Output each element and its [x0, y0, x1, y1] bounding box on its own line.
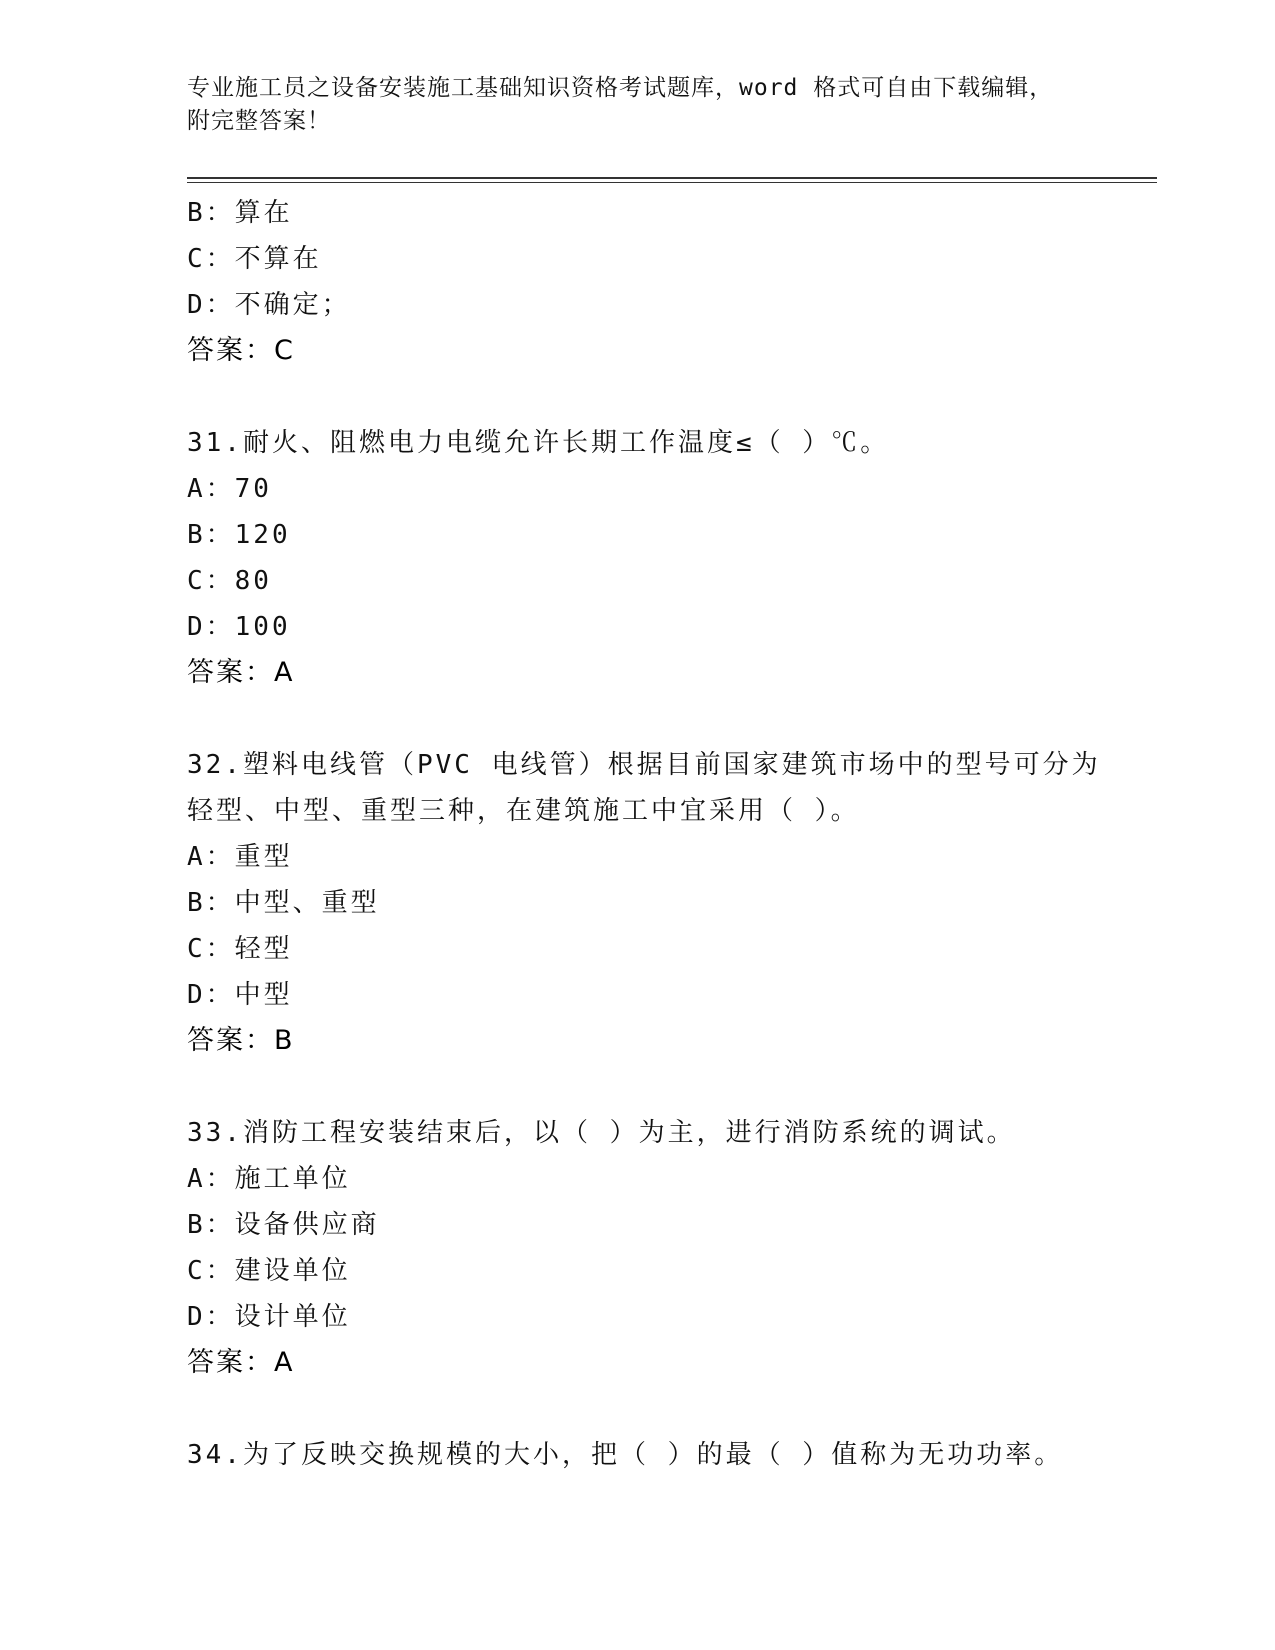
option-c: C：80 — [187, 566, 272, 596]
answer-value: C — [274, 335, 295, 366]
document-header — [187, 72, 1087, 138]
header-line-1: 专业施工员之设备安装施工基础知识资格考试题库，word 格式可自由下载编辑， — [187, 75, 1054, 101]
question-stem: 33.消防工程安装结束后，以（ ）为主，进行消防系统的调试。 — [187, 1118, 1016, 1148]
answer-line — [187, 1018, 1087, 1064]
question-list — [187, 190, 1101, 1478]
answer-label: 答案： — [187, 1025, 274, 1056]
option-c: C：轻型 — [187, 934, 293, 964]
question-30-continued — [187, 190, 1087, 374]
spacer — [187, 1064, 1087, 1110]
answer-value: A — [274, 657, 295, 688]
header-line-2: 附完整答案！ — [187, 108, 331, 134]
spacer — [187, 374, 1087, 420]
option-b: B：设备供应商 — [187, 1210, 380, 1240]
option-a: A：重型 — [187, 842, 293, 872]
answer-label: 答案： — [187, 335, 274, 366]
question-31 — [187, 420, 1087, 696]
header-divider — [187, 177, 1157, 183]
option-b: B：中型、重型 — [187, 888, 380, 918]
option-d: D：中型 — [187, 980, 293, 1010]
answer-line — [187, 328, 1087, 374]
answer-line — [187, 650, 1087, 696]
question-32 — [187, 742, 1101, 1064]
option-d: D：设计单位 — [187, 1302, 351, 1332]
option-b: B：120 — [187, 520, 291, 550]
option-c: C：建设单位 — [187, 1256, 351, 1286]
question-stem-continued: 轻型、中型、重型三种，在建筑施工中宜采用（ ）。 — [187, 796, 860, 826]
question-stem: 32.塑料电线管（PVC 电线管）根据目前国家建筑市场中的型号可分为 — [187, 750, 1101, 780]
spacer — [187, 1386, 1087, 1432]
answer-line — [187, 1340, 1087, 1386]
option-a: A：70 — [187, 474, 272, 504]
question-33 — [187, 1110, 1087, 1386]
option-b: B：算在 — [187, 198, 293, 228]
question-34 — [187, 1432, 1087, 1478]
document-page — [187, 0, 1157, 1650]
question-stem: 34.为了反映交换规模的大小，把（ ）的最（ ）值称为无功功率。 — [187, 1440, 1064, 1470]
question-stem: 31.耐火、阻燃电力电缆允许长期工作温度≤（ ）℃。 — [187, 428, 890, 458]
answer-value: B — [274, 1025, 295, 1056]
spacer — [187, 696, 1087, 742]
option-c: C：不算在 — [187, 244, 322, 274]
option-d: D：100 — [187, 612, 291, 642]
answer-label: 答案： — [187, 657, 274, 688]
option-d: D：不确定； — [187, 290, 351, 320]
answer-value: A — [274, 1347, 295, 1378]
answer-label: 答案： — [187, 1347, 274, 1378]
option-a: A：施工单位 — [187, 1164, 351, 1194]
